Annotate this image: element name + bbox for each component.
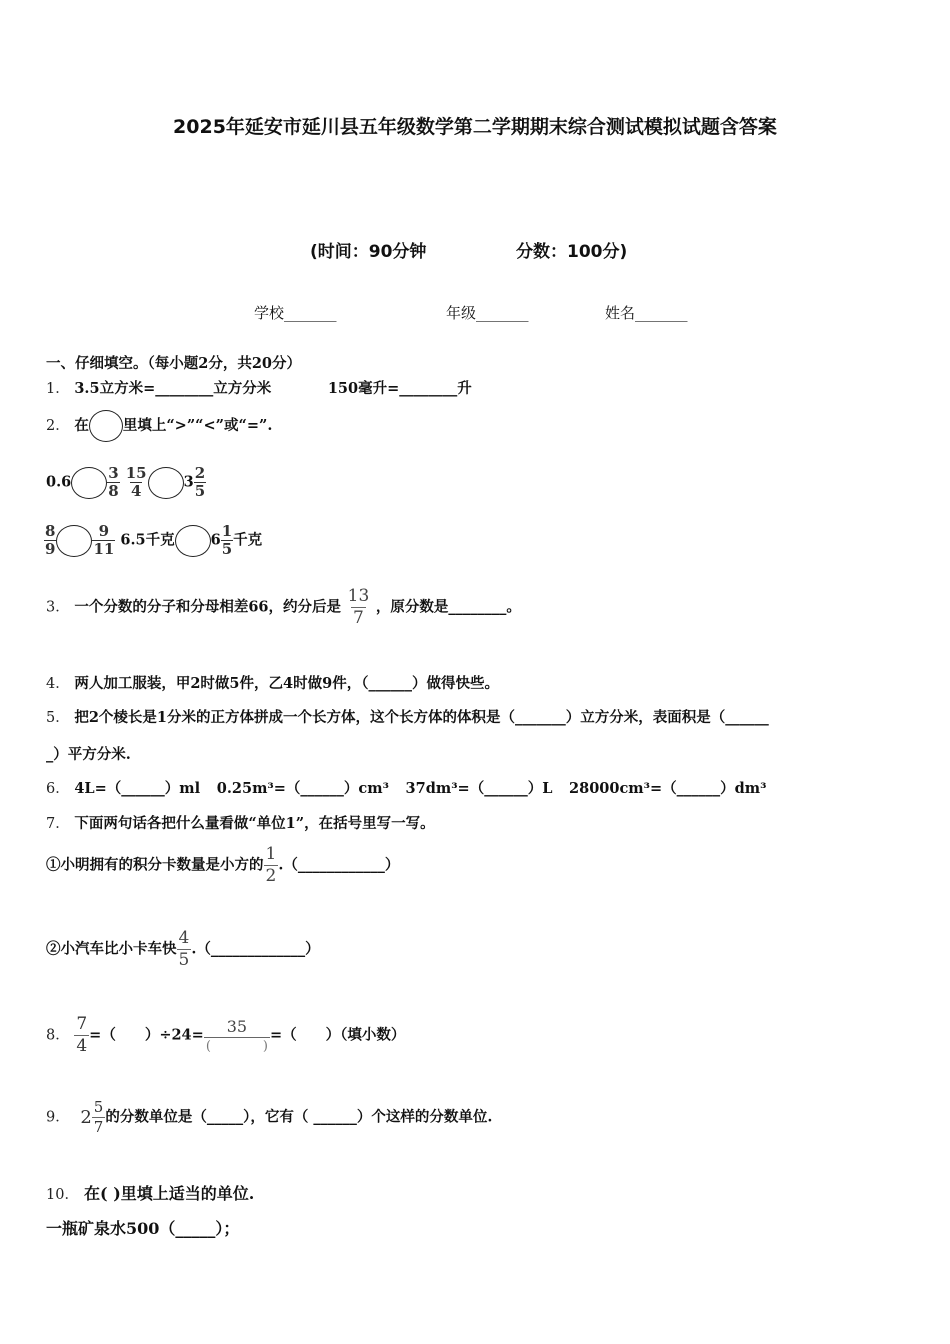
school-field: 学校_______ [254, 304, 337, 322]
question-9 [46, 1100, 492, 1135]
question-8 [46, 1016, 405, 1055]
q1-part-b: 150毫升=________升 [327, 380, 472, 397]
circle-blank [56, 525, 92, 557]
question-number: 1． [46, 381, 70, 397]
fraction-numerator: 15 [125, 464, 147, 482]
question-1 [46, 377, 472, 398]
q7-s2-post: .（_____________） [191, 940, 320, 958]
q9-text: 的分数单位是（_____），它有（ ______）个这样的分数单位. [105, 1108, 493, 1126]
q7-s1-pre: ①小明拥有的积分卡数量是小方的 [46, 856, 264, 874]
q2-mid: 6.5千克 [120, 531, 175, 549]
mixed-whole: 2 [80, 1107, 92, 1128]
q7-text: 下面两句话各把什么量看做“单位1”，在括号里写一写。 [74, 815, 435, 832]
fraction-denominator: 5 [178, 950, 190, 970]
fraction-numerator: 3 [108, 464, 119, 482]
fraction-denominator: 11 [93, 540, 115, 558]
fraction-denominator: 5 [221, 540, 233, 558]
question-number: 4． [46, 676, 70, 692]
mixed-whole: 3 [183, 473, 194, 491]
fraction-numerator: 35 [226, 1016, 248, 1036]
exam-score: 分数：100分) [516, 242, 628, 262]
q7-s2-pre: ②小汽车比小卡车快 [46, 940, 177, 958]
q1-part-a: 3.5立方米=________立方分米 [74, 380, 272, 397]
mixed-whole: 6 [210, 531, 221, 549]
fraction-denominator: 7 [93, 1118, 104, 1136]
name-field: 姓名_______ [605, 304, 688, 322]
q5-text: 把2个棱长是1分米的正方体拼成一个长方体，这个长方体的体积是（_______）立方分米，表面积是（______ [74, 709, 769, 726]
question-number: 5． [46, 710, 70, 726]
q2-post: 里填上“>”“<”或“=”. [122, 417, 273, 434]
q6-part-a: 4L=（______）ml [74, 780, 201, 797]
fraction-numerator: 1 [221, 522, 233, 540]
circle-blank [71, 467, 107, 499]
fraction-numerator: 13 [347, 586, 370, 606]
section-heading: 一、仔细填空。（每小题2分，共20分） [46, 355, 302, 372]
q10-text: 在( )里填上适当的单位. [84, 1184, 255, 1203]
question-number: 9． [46, 1109, 70, 1126]
q7-s1-post: .（____________） [278, 856, 400, 874]
q7-sentence-2 [46, 930, 320, 969]
question-number: 2． [46, 418, 70, 434]
question-number: 10． [46, 1187, 79, 1203]
fraction-denominator: 4 [130, 482, 142, 500]
q7-sentence-1 [46, 846, 399, 885]
grade-field: 年级_______ [446, 304, 529, 322]
circle-blank [148, 467, 184, 499]
question-number: 3． [46, 599, 70, 616]
q2-pre: 在 [74, 417, 89, 434]
fraction-numerator: 2 [194, 464, 206, 482]
unit: 千克 [233, 531, 263, 549]
question-6 [46, 777, 766, 798]
q3-post: ，原分数是________。 [375, 598, 521, 616]
q10-sub: 一瓶矿泉水500（_____）； [46, 1219, 240, 1238]
q6-part-b: 0.25m³=（______）cm³ [216, 780, 389, 797]
fraction-denominator: 7 [353, 608, 364, 628]
q4-text: 两人加工服装，甲2时做5件，乙4时做9件，（______）做得快些。 [74, 675, 499, 692]
fraction-numerator: 4 [178, 928, 190, 948]
fraction-denominator: 8 [108, 482, 119, 500]
q2-row-1 [46, 466, 206, 499]
q6-part-d: 28000cm³=（______）dm³ [569, 780, 767, 797]
question-4 [46, 672, 499, 693]
fraction-denominator: 2 [265, 866, 277, 886]
question-number: 8． [46, 1027, 70, 1044]
q3-pre: 一个分数的分子和分母相差66，约分后是 [74, 598, 342, 616]
q8-part-b: =（ ）（填小数） [269, 1026, 406, 1044]
q6-part-c: 37dm³=（______）L [405, 780, 553, 797]
q2-row-2 [44, 524, 262, 557]
exam-time: (时间：90分钟 [310, 242, 427, 262]
question-number: 7． [46, 816, 70, 832]
fraction-numerator: 1 [265, 844, 277, 864]
circle-blank [89, 410, 123, 442]
page-title: 2025年延安市延川县五年级数学第二学期期末综合测试模拟试题含答案 [173, 116, 777, 138]
fraction-denominator: ( ) [205, 1038, 268, 1054]
fraction-numerator: 7 [76, 1014, 88, 1034]
question-5 [46, 706, 769, 727]
circle-blank [175, 525, 211, 557]
question-10 [46, 1181, 254, 1204]
q5-text-continued: _）平方分米. [46, 746, 131, 763]
question-number: 6． [46, 781, 70, 797]
fraction-numerator: 5 [93, 1098, 104, 1116]
q2-value: 0.6 [46, 473, 72, 491]
question-7 [46, 812, 435, 833]
fraction-denominator: 4 [76, 1036, 88, 1056]
question-3 [46, 588, 521, 627]
q8-part-a: =（ ）÷24= [89, 1026, 204, 1044]
fraction-numerator: 9 [98, 522, 110, 540]
question-2 [46, 410, 272, 442]
fraction-denominator: 9 [45, 540, 56, 558]
fraction-denominator: 5 [194, 482, 206, 500]
fraction-numerator: 8 [45, 522, 56, 540]
